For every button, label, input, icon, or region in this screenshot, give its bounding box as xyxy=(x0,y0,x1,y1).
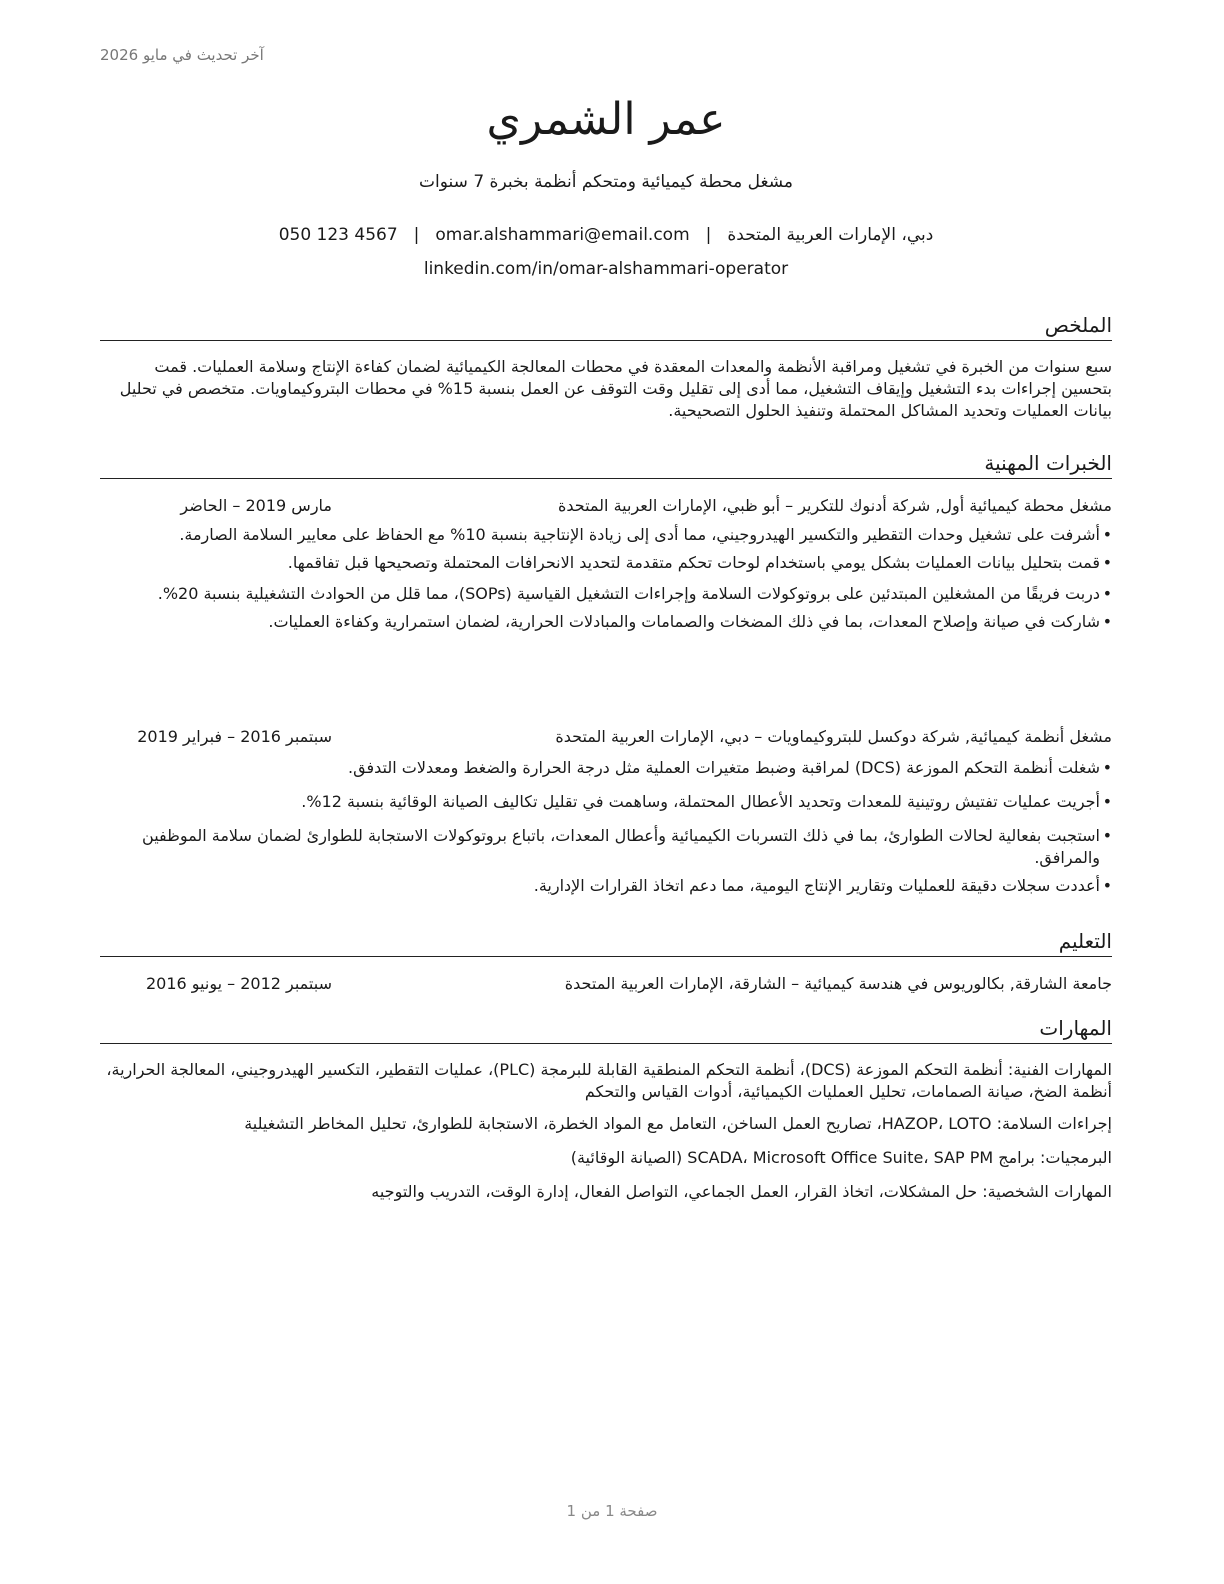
job-dates: مارس 2019 – الحاضر xyxy=(180,496,332,515)
contact-separator: | xyxy=(413,225,420,245)
job-title: مشغل أنظمة كيميائية, شركة دوكسل للبتروكيماويات – دبي، الإمارات العربية المتحدة xyxy=(555,727,1112,746)
contact-phone: 050 123 4567 xyxy=(278,225,398,245)
page-number: صفحة 1 من 1 xyxy=(566,1502,658,1520)
job-title: مشغل محطة كيميائية أول, شركة أدنوك للتكرير – أبو ظبي، الإمارات العربية المتحدة xyxy=(557,496,1112,515)
skills-soft: المهارات الشخصية: حل المشكلات، اتخاذ القرار، العمل الجماعي، التواصل الفعال، إدارة الوقت، التدريب والتوجيه xyxy=(371,1182,1112,1201)
bullet-item: • أعددت سجلات دقيقة للعمليات وتقارير الإنتاج اليومية، مما دعم اتخاذ القرارات الإدارية. xyxy=(100,875,1112,897)
last-updated-note: آخر تحديث في مايو 2026 xyxy=(100,46,264,64)
section-title-summary: الملخص xyxy=(100,311,1112,341)
contact-separator: | xyxy=(705,225,712,245)
skills-safety: إجراءات السلامة: HAZOP، LOTO، تصاريح العمل الساخن، التعامل مع المواد الخطرة، الاستجابة للطوارئ، تحليل المخاطر التشغيلية xyxy=(244,1114,1112,1133)
section-title-education: التعليم xyxy=(100,927,1112,957)
contact-linkedin[interactable]: linkedin.com/in/omar-alshammari-operator xyxy=(423,259,789,279)
candidate-headline: مشغل محطة كيميائية ومتحكم أنظمة بخبرة 7 سنوات xyxy=(419,172,793,192)
candidate-name: عمر الشمري xyxy=(486,94,726,145)
contact-email[interactable]: omar.alshammari@email.com xyxy=(435,225,690,245)
education-degree: جامعة الشارقة, بكالوريوس في هندسة كيميائية – الشارقة، الإمارات العربية المتحدة xyxy=(564,974,1112,993)
skills-software: البرمجيات: برامج SCADA، Microsoft Office Suite، SAP PM (الصيانة الوقائية) xyxy=(570,1148,1112,1167)
education-dates: سبتمبر 2012 – يونيو 2016 xyxy=(145,974,332,993)
job-bullets xyxy=(100,524,1112,633)
section-title-experience: الخبرات المهنية xyxy=(100,449,1112,479)
contact-line xyxy=(100,223,1112,247)
contact-location: دبي، الإمارات العربية المتحدة xyxy=(727,225,934,245)
bullet-item: • أجريت عمليات تفتيش روتينية للمعدات وتحديد الأعطال المحتملة، وساهمت في تقليل تكاليف الصيانة الوقائية بنسبة 12%. xyxy=(100,791,1112,813)
bullet-item: • شغلت أنظمة التحكم الموزعة (DCS) لمراقبة وضبط متغيرات العملية مثل درجة الحرارة والضغط ومعدلات التدفق. xyxy=(100,757,1112,779)
bullet-item: • قمت بتحليل بيانات العمليات بشكل يومي باستخدام لوحات تحكم متقدمة لتحديد الانحرافات المحتملة وتصحيحها قبل تفاقمها. xyxy=(100,552,1112,574)
bullet-item: • استجبت بفعالية لحالات الطوارئ، بما في ذلك التسربات الكيميائية وأعطال المعدات، باتباع بروتوكولات الاستجابة للطوارئ لضمان سلامة الموظفين والمرافق. xyxy=(100,825,1112,869)
job-heading xyxy=(100,494,1112,518)
section-title-skills: المهارات xyxy=(100,1014,1112,1044)
job-bullets xyxy=(100,757,1112,897)
summary-text: سبع سنوات من الخبرة في تشغيل ومراقبة الأنظمة والمعدات المعقدة في محطات المعالجة الكيميائية لضمان كفاءة الإنتاج وسلامة العمليات. قمت بتحسين إجراءات بدء التشغيل وإيقاف التشغيل، مما أدى إلى تقليل وقت التوقف عن العمل بنسبة 15% في محطات البتروكيماويات. متخصص في تحليل بيانات العمليات وتحديد المشاكل المحتملة وتنفيذ الحلول التصحيحية. xyxy=(119,357,1112,420)
job-heading xyxy=(100,725,1112,749)
bullet-item: • أشرفت على تشغيل وحدات التقطير والتكسير الهيدروجيني، مما أدى إلى زيادة الإنتاجية بنسبة 10% مع الحفاظ على معايير السلامة الصارمة. xyxy=(100,524,1112,546)
education-heading xyxy=(100,972,1112,996)
job-dates: سبتمبر 2016 – فبراير 2019 xyxy=(137,727,332,746)
bullet-item: • شاركت في صيانة وإصلاح المعدات، بما في ذلك المضخات والصمامات والمبادلات الحرارية، لضمان استمرارية وكفاءة العمليات. xyxy=(100,611,1112,633)
skills-list xyxy=(100,1059,1112,1203)
skills-technical: المهارات الفنية: أنظمة التحكم الموزعة (DCS)، أنظمة التحكم المنطقية القابلة للبرمجة (PLC)، عمليات التقطير، التكسير الهيدروجيني، المعالجة الحرارية، أنظمة الضخ، صيانة الصمامات، تحليل العمليات الكيميائية، أدوات القياس والتحكم xyxy=(106,1060,1112,1101)
bullet-item: • دربت فريقًا من المشغلين المبتدئين على بروتوكولات السلامة وإجراءات التشغيل القياسية (SOPs)، مما قلل من الحوادث التشغيلية بنسبة 20%. xyxy=(100,583,1112,605)
